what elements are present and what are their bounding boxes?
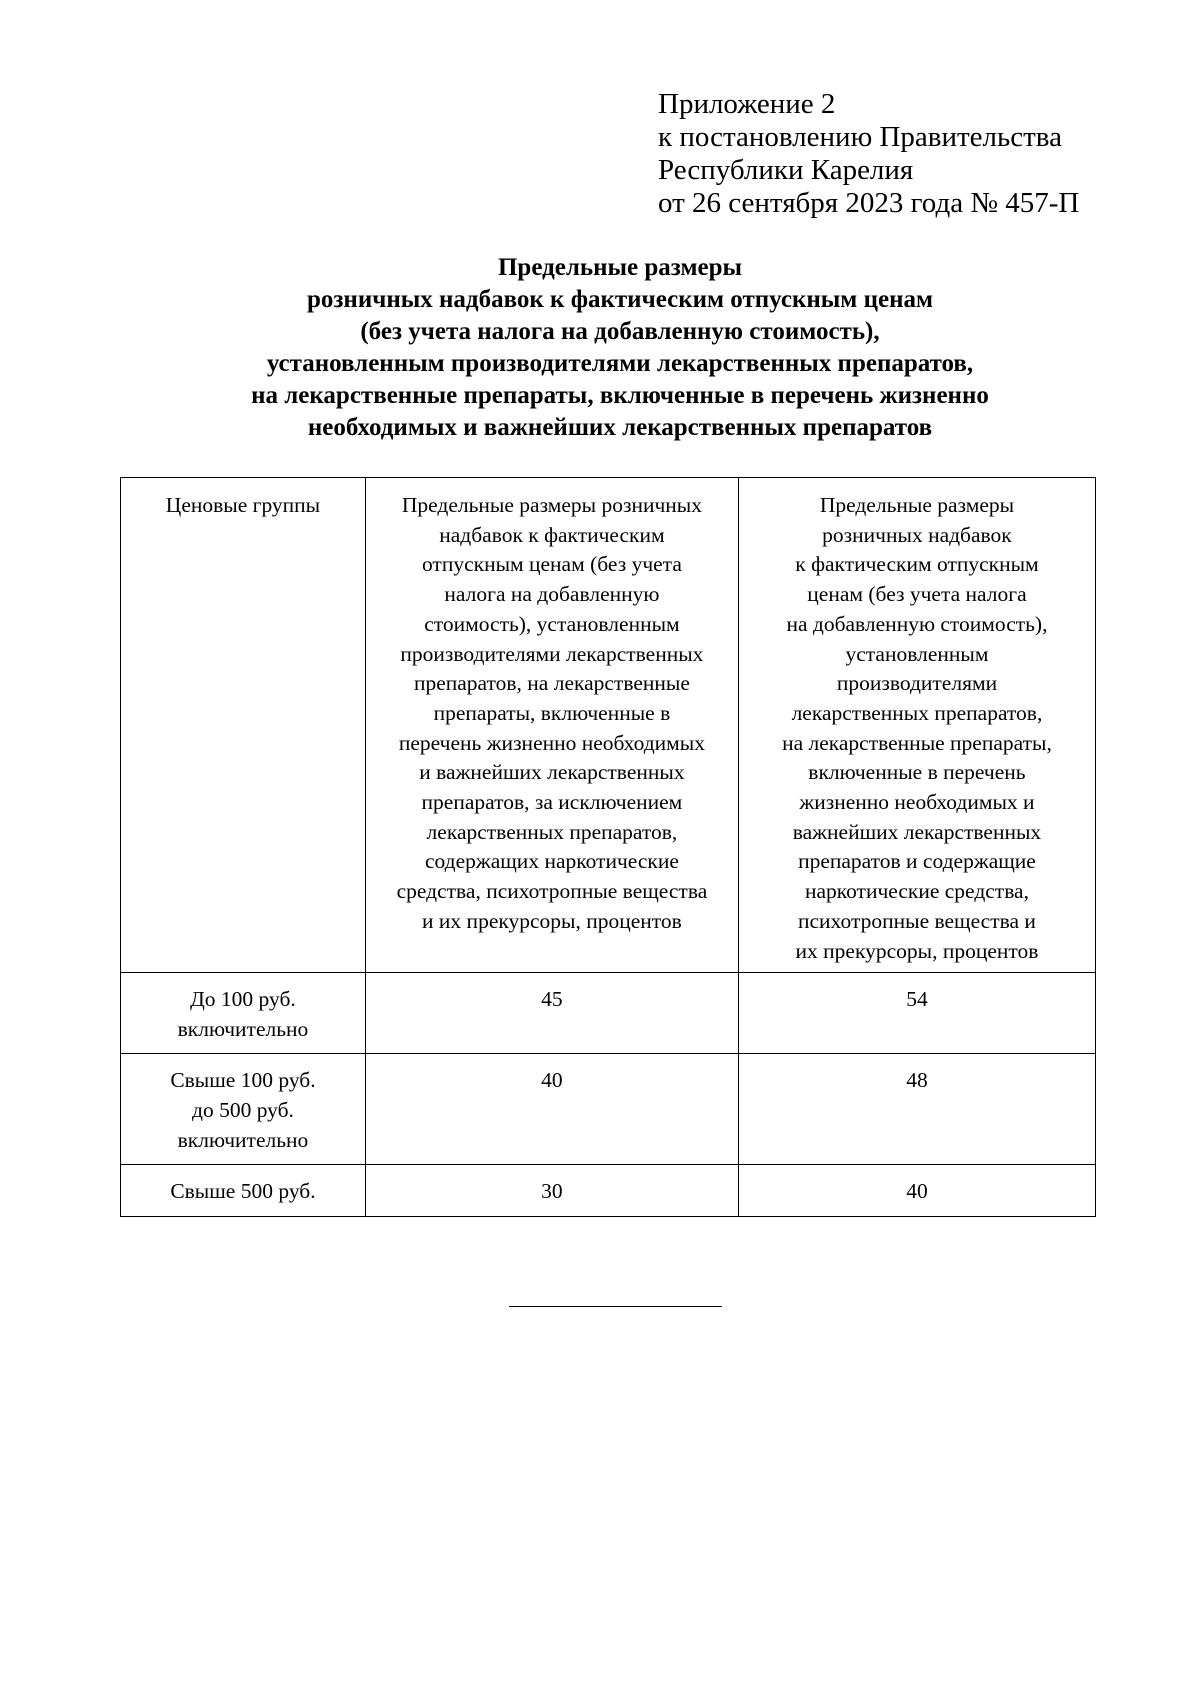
- header-text-line: Ценовые группы: [165, 493, 321, 517]
- header-text-line: производителями: [836, 671, 998, 696]
- annex-line: Приложение 2: [658, 88, 836, 120]
- general-markup-value: 40: [365, 1054, 738, 1165]
- header-narcotic-markup: [738, 478, 1095, 973]
- table-header-row: [121, 478, 1096, 973]
- header-text-line: лекарственных препаратов,: [426, 819, 678, 844]
- header-text-line: важнейших лекарственных: [792, 819, 1042, 844]
- narcotic-markup-value: 48: [738, 1054, 1095, 1165]
- title-line: на лекарственные препараты, включенные в перечень жизненно: [251, 382, 989, 409]
- narcotic-markup-value: 54: [738, 973, 1095, 1054]
- price-group-line: Свыше 100 руб.: [170, 1068, 316, 1093]
- general-markup-value: 45: [365, 973, 738, 1054]
- header-text-line: стоимость), установленным: [424, 611, 680, 636]
- header-text-line: включенные в перечень: [808, 760, 1026, 785]
- header-text-line: розничных надбавок: [822, 522, 1012, 547]
- header-text-line: надбавок к фактическим: [439, 522, 665, 547]
- title-line: Предельные размеры: [497, 254, 743, 281]
- header-general-markup: [365, 478, 738, 973]
- header-text-line: жизненно необходимых и: [799, 790, 1035, 815]
- price-group-line: включительно: [177, 1127, 309, 1152]
- annex-line: Республики Карелия: [658, 154, 914, 186]
- price-group-cell: [121, 1054, 366, 1165]
- header-text-line: перечень жизненно необходимых: [398, 730, 705, 755]
- table-row: [121, 973, 1096, 1054]
- price-group-line: включительно: [177, 1016, 309, 1041]
- header-text-line: их прекурсоры, процентов: [795, 938, 1039, 963]
- price-group-cell: [121, 973, 366, 1054]
- header-text-line: на добавленную стоимость),: [786, 611, 1048, 636]
- annex-line: к постановлению Правительства: [658, 121, 1062, 153]
- closing-rule-divider: [509, 1306, 722, 1307]
- header-text-line: и важнейших лекарственных: [419, 760, 685, 785]
- header-text-line: психотропные вещества и: [798, 908, 1036, 933]
- header-text-line: на лекарственные препараты,: [782, 730, 1052, 755]
- header-text-line: лекарственных препаратов,: [791, 700, 1043, 725]
- header-text-line: отпускным ценам (без учета: [421, 552, 682, 577]
- header-text-line: препаратов, за исключением: [421, 790, 683, 815]
- header-text-line: наркотические средства,: [804, 879, 1029, 904]
- header-text-line: к фактическим отпускным: [795, 552, 1039, 577]
- header-text-line: и их прекурсоры, процентов: [422, 908, 682, 933]
- title-line: (без учета налога на добавленную стоимость),: [360, 318, 880, 345]
- header-text-line: препаратов, на лекарственные: [413, 671, 690, 696]
- title-line: установленным производителями лекарственных препаратов,: [266, 350, 974, 377]
- header-text-line: производителями лекарственных: [400, 641, 704, 666]
- price-group-line: Свыше 500 руб.: [170, 1179, 316, 1204]
- header-text-line: Предельные размеры: [819, 493, 1015, 517]
- price-group-cell: [121, 1165, 366, 1217]
- general-markup-value: 30: [365, 1165, 738, 1217]
- header-text-line: препараты, включенные в: [433, 700, 671, 725]
- header-text-line: Предельные размеры розничных: [401, 493, 702, 517]
- table-row: [121, 1054, 1096, 1165]
- annex-reference: [658, 88, 1079, 220]
- header-text-line: средства, психотропные вещества: [396, 879, 708, 904]
- markup-rates-table: [120, 477, 1096, 1217]
- header-text-line: налога на добавленную: [444, 582, 660, 607]
- header-text-line: установленным: [845, 641, 989, 666]
- title-line: розничных надбавок к фактическим отпускным ценам: [306, 286, 933, 313]
- title-line: необходимых и важнейших лекарственных препаратов: [307, 414, 933, 441]
- header-price-groups: [121, 478, 366, 973]
- header-text-line: ценам (без учета налога: [807, 582, 1027, 607]
- annex-line: от 26 сентября 2023 года № 457-П: [658, 187, 1080, 219]
- document-title: [100, 252, 1140, 444]
- price-group-line: До 100 руб.: [190, 987, 296, 1012]
- narcotic-markup-value: 40: [738, 1165, 1095, 1217]
- price-group-line: до 500 руб.: [192, 1097, 294, 1122]
- header-text-line: содержащих наркотические: [424, 849, 679, 874]
- header-text-line: препаратов и содержащие: [798, 849, 1036, 874]
- table-row: [121, 1165, 1096, 1217]
